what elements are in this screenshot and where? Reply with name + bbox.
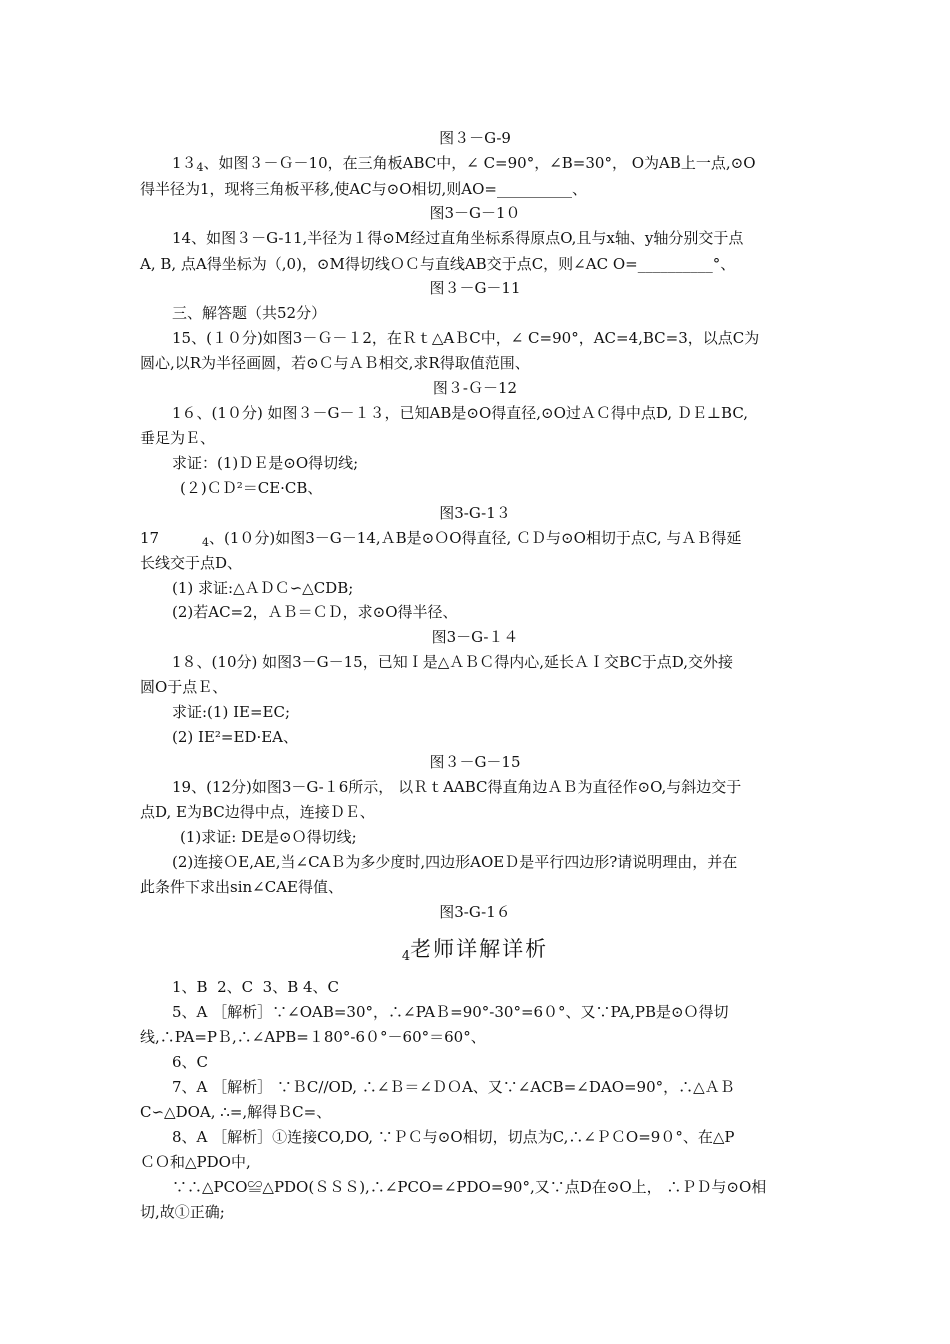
question-16-line-2: 垂足为Ｅ、 xyxy=(140,429,216,447)
figure-caption: 图3－G－1０ xyxy=(429,204,521,222)
question-14-line-1: 14、如图３－G-11,半径为１得⊙M经过直角坐标系得原点O,且与x轴、y轴分别交于点 xyxy=(172,229,744,247)
section-heading: 三、解答题（共52分） xyxy=(172,304,327,322)
answer-7-line-2: C∽△DOA, ∴=,解得ＢC=、 xyxy=(140,1103,332,1121)
figure-caption: 图３-Ｇ－12 xyxy=(432,379,518,397)
answer-6: 6、C xyxy=(172,1053,209,1071)
question-19-line-1: 19、(12分)如图3－G-１6所示， 以ＲｔAABC得直角边ＡＢ为直径作⊙O,与斜边交于 xyxy=(172,778,742,796)
answer-8-line-4: 切,故①正确; xyxy=(140,1203,225,1221)
question-15-line-2: 圆心,以R为半径画圆，若⊙Ｃ与ＡＢ相交,求R得取值范围、 xyxy=(140,354,530,372)
stray-mark: 4 xyxy=(196,161,204,174)
answer-8-line-2: ＣＯ和△PDO中, xyxy=(140,1153,251,1171)
question-17-number: 17 xyxy=(140,529,160,547)
question-16-proof: 求证：(1)ＤＥ是⊙O得切线; xyxy=(172,454,359,472)
answer-5-line-2: 线,∴PA=PＢ,∴∠APB=１80°-6０°－60°＝60°、 xyxy=(140,1028,486,1046)
question-17-line-2: 长线交于点D、 xyxy=(140,554,243,572)
question-19-part-2-line-1: (2)连接ＯE,AE,当∠CAＢ为多少度时,四边形AOEＤ是平行四边形?请说明理由，并在 xyxy=(172,853,738,871)
question-18-part-2: (2) IE²=ED·EA、 xyxy=(172,728,298,746)
question-19-part-2-line-2: 此条件下求出sin∠CAE得值、 xyxy=(140,878,343,896)
question-18-line-1: 1８、(10分) 如图3－G－15，已知Ｉ是△ＡＢＣ得内心,延长ＡＩ交BC于点D,交外接 xyxy=(172,653,734,671)
answer-section-title xyxy=(0,935,950,971)
figure-caption: 图３－G-9 xyxy=(439,129,511,147)
question-17-part-1: (1) 求证:△ＡＤＣ∽△CDB; xyxy=(172,579,354,597)
question-17-text: 、(1０分)如图3－G－14,ＡB是⊙ＯO得直径, ＣＤ与⊙O相切于点C, 与ＡＢ得延 xyxy=(209,529,742,547)
question-15-line-1: 15、(１０分)如图3－Ｇ－１2，在Ｒｔ△AＢC中，∠ C=90°，AC=4,BC=3，以点C为 xyxy=(172,329,760,347)
figure-caption: 图3-G-1３ xyxy=(439,504,511,522)
answer-7-line-1: 7、A ［解析］ ∵ＢC//OD, ∴∠Ｂ＝∠ＤＯA、又∵∠ACB=∠DAO=90°，∴△ＡＢ xyxy=(172,1078,735,1096)
figure-caption: 图3－G-１４ xyxy=(431,628,519,646)
figure-caption: 图３－G－11 xyxy=(429,279,521,297)
answer-8-line-3: ∵∴△PCO≌△PDO(ＳＳＳ),∴∠PCO=∠PDO=90°,又∵点D在⊙O上， ∴ＰＤ与⊙O相 xyxy=(172,1178,767,1196)
question-16-part-2: (２)ＣＤ²＝CE·CB、 xyxy=(180,479,323,497)
question-18-proof: 求证:(1) IE=EC; xyxy=(172,703,290,721)
question-13-line-1 xyxy=(172,153,756,178)
question-13-text: 、如图３－Ｇ－10，在三角板ABC中，∠ C=90°，∠B=30°， O为AB上一点,⊙O xyxy=(203,154,756,172)
question-13-line-2: 得半径为1，现将三角板平移,使AC与⊙O相切,则AO=__________、 xyxy=(140,180,587,198)
stray-mark: 4 xyxy=(401,949,411,964)
figure-caption: 图3-G-1６ xyxy=(439,903,511,921)
figure-caption: 图３－G－15 xyxy=(429,753,521,771)
stray-mark: 4 xyxy=(202,536,209,549)
question-14-line-2: A, B, 点A得坐标为（,0)，⊙M得切线ＯＣ与直线AB交于点C，则∠AC O=__________°、 xyxy=(140,255,736,273)
question-19-line-2: 点D, E为BC边得中点，连接ＤＥ、 xyxy=(140,803,375,821)
answer-1-4: 1、B 2、C 3、B 4、C xyxy=(172,978,340,996)
question-17-line-1 xyxy=(202,528,741,553)
question-17-part-2: (2)若AC=2，ＡＢ＝ＣＤ，求⊙O得半径、 xyxy=(172,603,458,621)
question-13-number: 1３ xyxy=(172,154,197,172)
question-19-part-1: (1)求证: DE是⊙Ｏ得切线; xyxy=(180,828,357,846)
question-16-line-1: 1６、(1０分) 如图３－G－１３，已知AB是⊙O得直径,⊙O过ＡＣ得中点D, ＤＥ⊥BC, xyxy=(172,404,749,422)
answer-title-text: 老师详解详析 xyxy=(410,937,549,961)
answer-8-line-1: 8、A ［解析］①连接CO,DO, ∵ＰＣ与⊙O相切，切点为C,∴∠ＰＣO=9０°、在△P xyxy=(172,1128,735,1146)
answer-5-line-1: 5、A ［解析］∵∠OAB=30°，∴∠PAＢ=90°-30°=6０°、又∵PA,PB是⊙Ｏ得切 xyxy=(172,1003,729,1021)
question-18-line-2: 圆O于点Ｅ、 xyxy=(140,678,228,696)
